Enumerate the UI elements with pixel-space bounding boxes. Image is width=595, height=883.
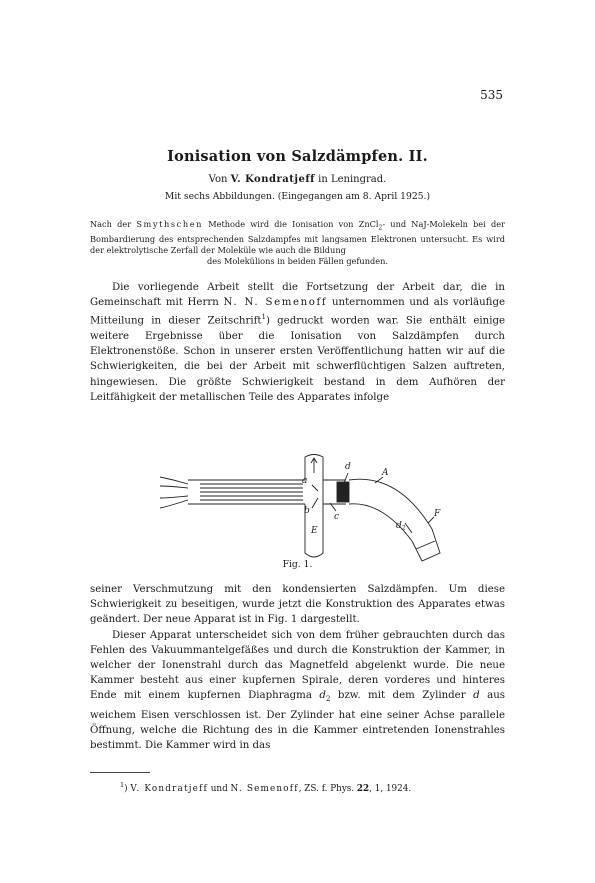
received-line: Mit sechs Abbildungen. (Eingegangen am 8. April 1925.) (164, 191, 431, 202)
label-a: a (302, 476, 308, 486)
paragraph-text: Dieser Apparat unterscheidet sich von dem früher gebrauchten durch das Fehlen des Vakuummantelgefäßes und durch die Konstruktion der Kammer, in welcher der Ionenstrahl durch das Magnetfeld abgelenkt wurde. Die neue Kammer besteht aus einer kupfernen Spirale, deren vorderes und hinteres Ende mit einem kupfernen Diaphragma (90, 629, 505, 702)
subscript: 2 (325, 695, 331, 704)
footnote-volume: 22 (356, 783, 370, 794)
paragraph-text: Die vorliegende Arbeit stellt die Fortsetzung der Arbeit dar, die in Gemeinschaft mit Herrn (90, 282, 505, 309)
footnote-rule (90, 772, 150, 773)
abstract-subscript: 2 (378, 224, 383, 232)
label-E: E (311, 526, 318, 536)
page-number: 535 (480, 88, 503, 102)
author-suffix: in Leningrad. (318, 174, 387, 185)
article-title: Ionisation von Salzdämpfen. II. (167, 148, 428, 165)
abstract-text: Methode wird die Ionisation von ZnCl (208, 219, 379, 229)
label-c: c (334, 512, 340, 522)
paragraph-text: seiner Verschmutzung mit den kondensierten Salzdämpfen. Um diese Schwierigkeit zu beseitigen, wurde jetzt die Konstruktion des Apparates etwas geändert. Der neue Apparat ist in Fig. 1 dargestellt. (90, 584, 505, 626)
author-line (0, 174, 595, 185)
footnote-marker: 1 (120, 781, 125, 789)
abstract (90, 219, 505, 267)
abstract-text: - und NaJ-Molekeln bei der Bombardierung des entsprechenden Salzdampfes mit langsamen Elektronen untersucht. Es wird der elektrolytische Zerfall der Moleküle wie auch die Bildung (90, 219, 505, 256)
footnote-author: N. Semenoff (230, 783, 299, 794)
paragraph-3 (90, 628, 505, 754)
author-name: V. Kondratjeff (230, 174, 315, 185)
paragraph-1 (90, 280, 505, 405)
paragraph-2 (90, 582, 505, 753)
footnote-text: ) (124, 783, 131, 794)
symbol-d: d (319, 690, 326, 702)
abstract-text: Nach der (90, 219, 132, 229)
paragraph-text: aus weichem Eisen verschlossen ist. Der Zylinder hat eine seiner Achse parallele Öffnung, welche die Richtung des in die Kammer eintretenden Ionenstrahles bestimmt. Die Kammer wird in das (90, 690, 505, 752)
paragraph-text: ) gedruckt worden war. Sie enthält einige weitere Ergebnisse über die Ionisation von Salzdämpfen durch Elektronenstöße. Schon in unserer ersten Veröffentlichung hatten wir auf die Schwierigkeiten, die bei der Arbeit mit schwerflüchtigen Salzen auftreten, hingewiesen. Die größte Schwierigkeit bestand in dem Aufhören der Leitfähigkeit der metallischen Teile des Apparates infolge (90, 315, 505, 403)
label-A: A (382, 468, 389, 478)
label-d2: $d_2$ (396, 521, 406, 532)
footnote-text: und (207, 783, 231, 794)
label-b: b (304, 506, 310, 516)
symbol-d: d (473, 690, 480, 702)
apparatus-diagram (160, 453, 450, 571)
figure-caption: Fig. 1. (282, 559, 313, 570)
label-F: F (434, 509, 441, 519)
paragraph-text: bzw. mit dem Zylinder (337, 690, 466, 702)
abstract-last-line: des Molekülions in beiden Fällen gefunden. (207, 256, 388, 267)
coauthor-name: N. N. Semenoff (223, 297, 328, 309)
footnote-text: , ZS. f. Phys. (298, 783, 357, 794)
paragraph-text: unternommen und als vorläufige Mitteilung in dieser Zeitschrift (90, 297, 506, 327)
label-d: d (345, 462, 351, 472)
abstract-name: Smythschen (136, 219, 204, 229)
footnote (120, 781, 411, 794)
footnote-ref: 1 (261, 313, 266, 322)
footnote-text: , 1, 1924. (369, 783, 412, 794)
footnote-author: V. Kondratjeff (130, 783, 208, 794)
author-prefix: Von (208, 174, 228, 185)
